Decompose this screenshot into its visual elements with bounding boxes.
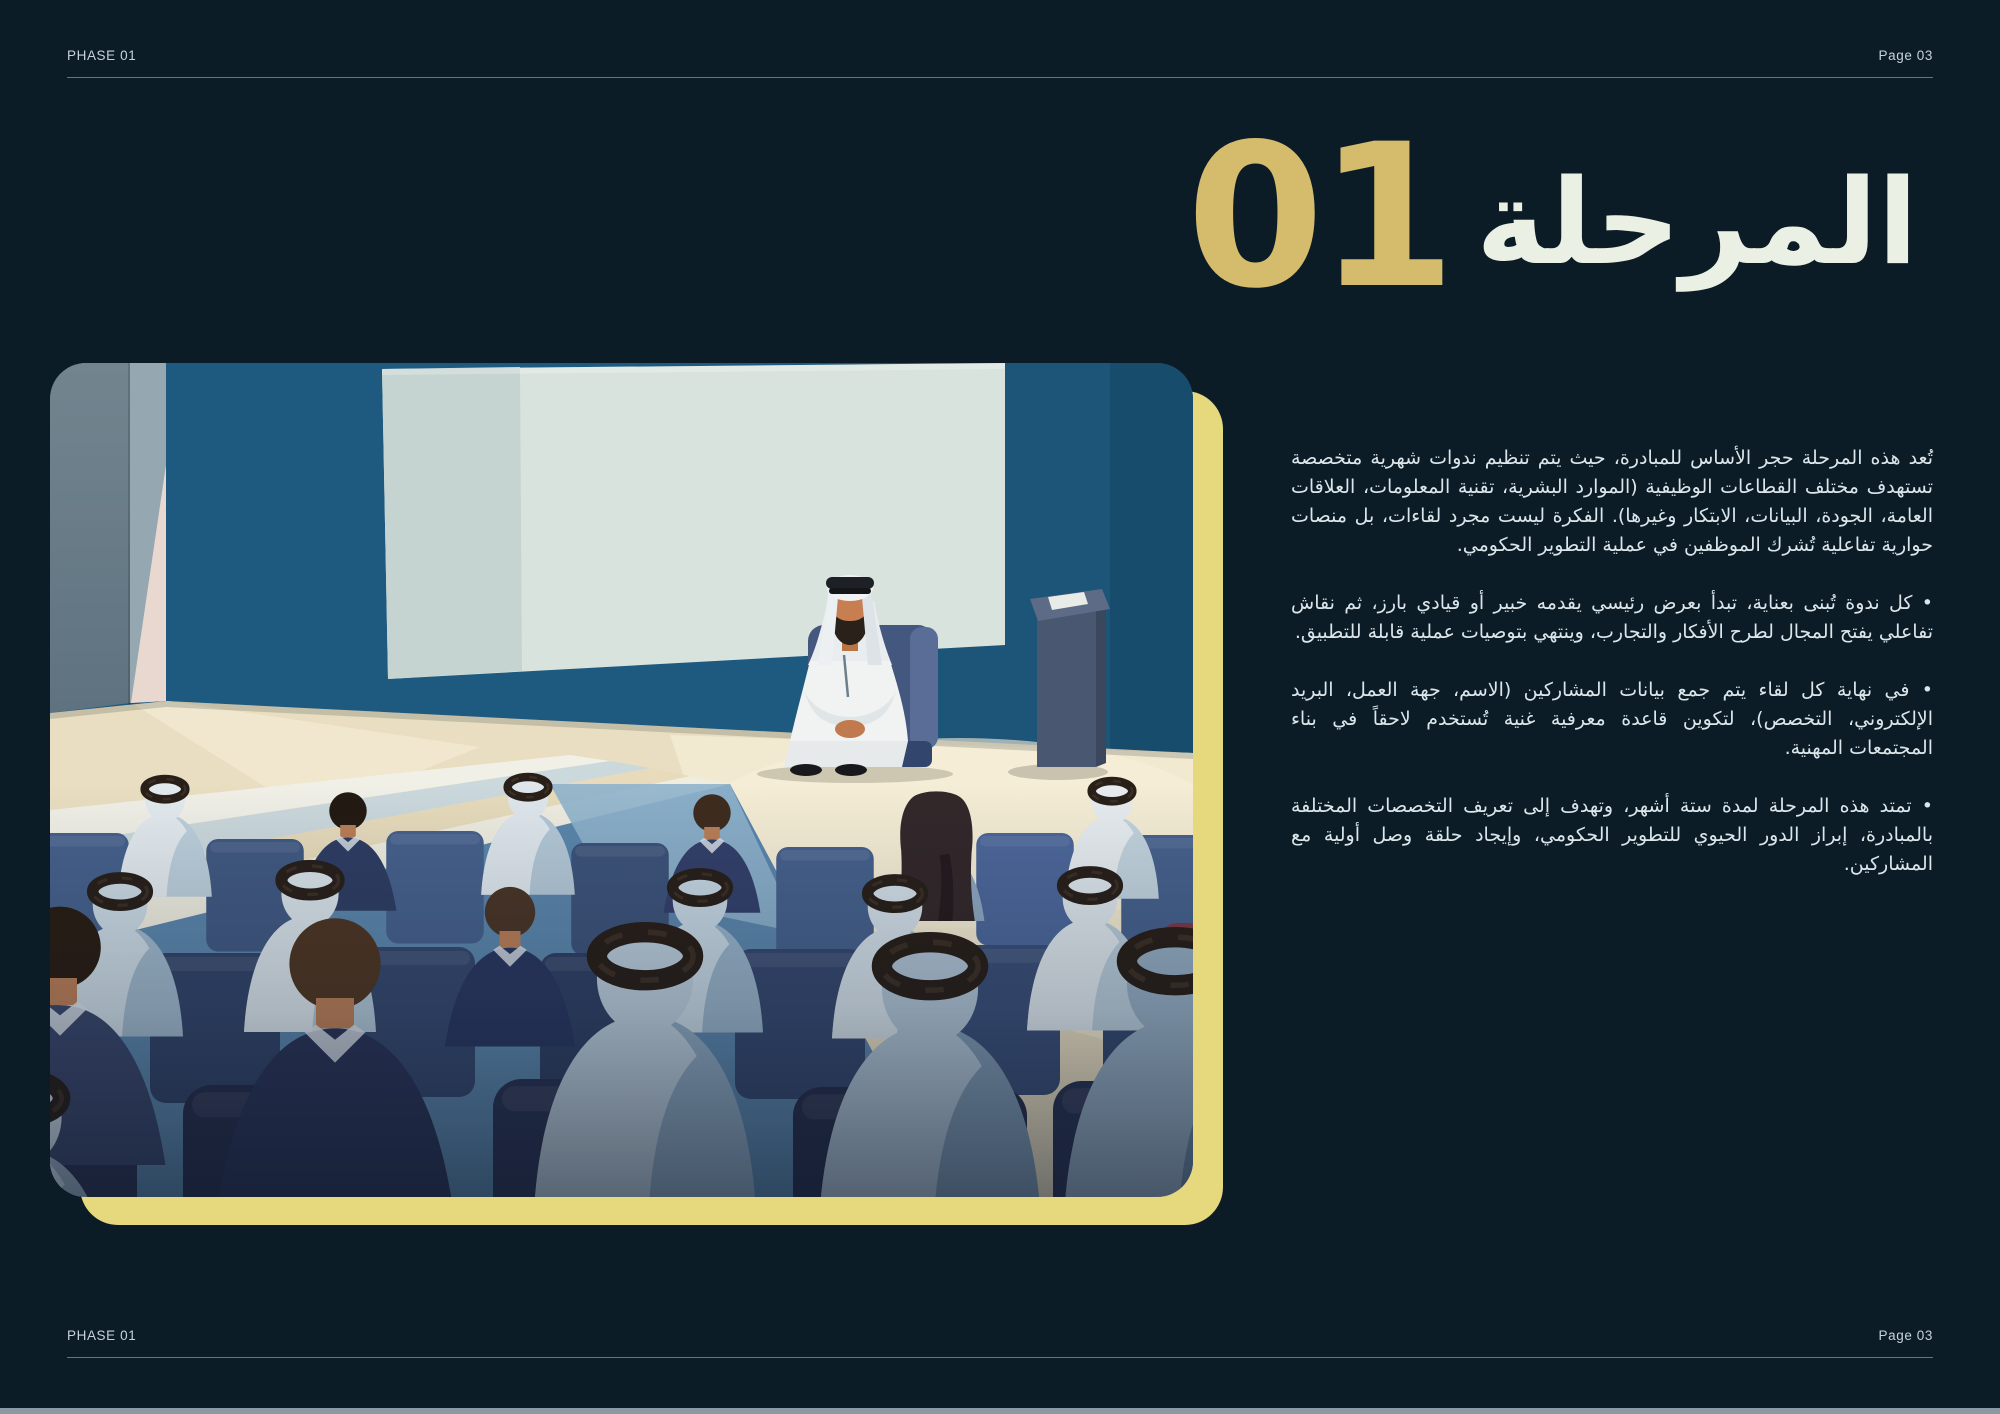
phase-title-number: 01 (1186, 101, 1450, 332)
footer-phase-label: PHASE 01 (67, 1328, 137, 1343)
paragraph-bullet-1: • كل ندوة تُبنى بعناية، تبدأ بعرض رئيسي يقدمه خبير أو قيادي بارز، ثم نقاش تفاعلي يفتح المجال لطرح الأفكار والتجارب، وينتهي بتوصيات عملية قابلة للتطبيق. (1291, 592, 1933, 643)
page-header (67, 48, 1933, 78)
paragraph-intro: تُعد هذه المرحلة حجر الأساس للمبادرة، حيث يتم تنظيم ندوات شهرية متخصصة تستهدف مختلف القطاعات الوظيفية (الموارد البشرية، تقنية المعلومات، العلاقات العامة، الجودة، البيانات، الابتكار وغيرها). الفكرة ليست مجرد لقاءات، بل منصات حوارية تفاعلية تُشرك الموظفين في عملية التطوير الحكومي. (1291, 447, 1933, 556)
bottom-edge-strip (0, 1408, 2000, 1414)
phase-description (1291, 444, 1933, 908)
header-phase-label: PHASE 01 (67, 48, 137, 63)
header-page-number: Page 03 (1878, 48, 1933, 63)
footer-page-number: Page 03 (1878, 1328, 1933, 1343)
seminar-illustration-svg (50, 363, 1193, 1197)
paragraph-bullet-3: • تمتد هذه المرحلة لمدة ستة أشهر، وتهدف إلى تعريف التخصصات المختلفة بالمبادرة، إبراز الدور الحيوي للتطوير الحكومي، وإيجاد حلقة وصل أولية مع المشاركين. (1291, 795, 1933, 875)
vignette (50, 783, 1193, 1197)
seminar-illustration (50, 363, 1193, 1197)
phase-title (1186, 101, 1918, 332)
page-footer (67, 1328, 1933, 1358)
paragraph-bullet-2: • في نهاية كل لقاء يتم جمع بيانات المشاركين (الاسم، جهة العمل، البريد الإلكتروني، التخصص)، لتكوين قاعدة معرفية غنية تُستخدم لاحقاً في بناء المجتمعات المهنية. (1291, 679, 1933, 759)
phase-title-word: المرحلة (1475, 153, 1918, 291)
